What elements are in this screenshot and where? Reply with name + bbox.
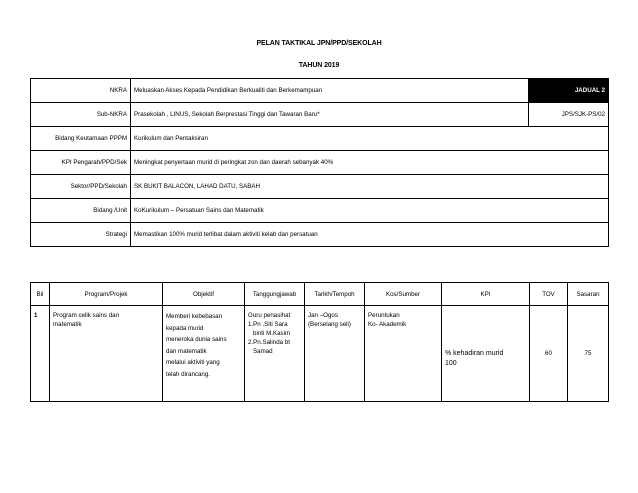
bidang-label: Bidang Keutamaan PPPM bbox=[31, 127, 131, 151]
kpi-label: KPI Pengarah/PPD/Sek bbox=[31, 151, 131, 175]
objektif-line: dan matematik bbox=[166, 347, 207, 355]
header-objektif: Objektif bbox=[163, 283, 245, 306]
cell-sasaran: 75 bbox=[568, 306, 609, 402]
info-row-bidang bbox=[31, 127, 609, 151]
header-program: Program/Projek bbox=[50, 283, 163, 306]
header-tov: TOV bbox=[530, 283, 568, 306]
cell-kos bbox=[365, 306, 442, 402]
kos-line: Ko- Akademik bbox=[368, 321, 407, 328]
tanggungjawab-line: binti M.Kasim bbox=[253, 330, 291, 337]
header-sasaran: Sasaran bbox=[568, 283, 609, 306]
unit-value: KoKurikulum – Persatuan Sains dan Matematik bbox=[131, 199, 609, 223]
tanggungjawab-line: 2.Pn.Salinda bt bbox=[248, 339, 290, 346]
strategi-label: Strategi bbox=[31, 223, 131, 247]
page-title: PELAN TAKTIKAL JPN/PPD/SEKOLAH bbox=[256, 40, 382, 47]
info-row-nkra bbox=[31, 79, 609, 103]
header-bil: Bil bbox=[31, 283, 50, 306]
tarikh-line: (Berselang seli) bbox=[308, 321, 351, 328]
unit-label: Bidang /Unit bbox=[31, 199, 131, 223]
cell-program bbox=[50, 306, 163, 402]
info-row-unit bbox=[31, 199, 609, 223]
kpi-line: % kehadiran murid bbox=[445, 349, 504, 357]
cell-objektif bbox=[163, 306, 245, 402]
plan-header-row bbox=[31, 283, 609, 306]
subnkra-value: Prasekolah , LINUS, Sekolah Berprestasi Tinggi dan Tawaran Baru* bbox=[131, 103, 529, 127]
nkra-value: Meluaskan Akses Kepada Pendidikan Berkualiti dan Berkemampuan bbox=[131, 79, 529, 103]
nkra-label: NKRA bbox=[31, 79, 131, 103]
cell-tarikh bbox=[305, 306, 365, 402]
info-row-strategi bbox=[31, 223, 609, 247]
tanggungjawab-line: Samad bbox=[253, 348, 273, 355]
objektif-line: kepada murid bbox=[166, 324, 204, 332]
strategi-value: Memastikan 100% murid terlibat dalam aktiviti kelab dan persatuan bbox=[131, 223, 609, 247]
tanggungjawab-line: 1.Pn .Siti Sara bbox=[248, 321, 288, 328]
header-kos: Kos/Sumber bbox=[365, 283, 442, 306]
subnkra-label: Sub-NKRA bbox=[31, 103, 131, 127]
objektif-line: telah dirancang. bbox=[166, 370, 211, 378]
tarikh-line: Jan –Ogos bbox=[308, 312, 338, 319]
objektif-line: Memberi kebebasan bbox=[166, 313, 223, 320]
header-kpi: KPI bbox=[442, 283, 530, 306]
kpi-line: 100 bbox=[445, 359, 457, 367]
sektor-value: SK BUKIT BALACON, LAHAD DATU, SABAH bbox=[131, 175, 609, 199]
subnkra-code: JPS/SJK-PS/02 bbox=[529, 103, 609, 127]
objektif-line: melalui aktiviti yang bbox=[166, 359, 220, 366]
cell-tanggungjawab bbox=[245, 306, 305, 402]
page-year: TAHUN 2019 bbox=[298, 62, 340, 69]
plan-table bbox=[30, 282, 609, 402]
cell-bil: 1 bbox=[31, 306, 50, 402]
program-line: matematik bbox=[53, 321, 82, 328]
bidang-value: Kurikulum dan Pentaksiran bbox=[131, 127, 609, 151]
objektif-line: meneroka dunia sains bbox=[166, 336, 227, 343]
info-row-sektor bbox=[31, 175, 609, 199]
program-line: Program celik sains dan bbox=[53, 312, 120, 319]
info-table bbox=[30, 78, 609, 247]
tanggungjawab-line: Guru penasihat bbox=[248, 312, 291, 319]
table-row bbox=[31, 306, 609, 402]
info-row-subnkra bbox=[31, 103, 609, 127]
cell-tov: 60 bbox=[530, 306, 568, 402]
kos-line: Peruntukan bbox=[368, 312, 400, 319]
kpi-value: Meningkat penyertaan murid di peringkat zon dan daerah sebanyak 40% bbox=[131, 151, 609, 175]
sektor-label: Sektor/PPD/Sekolah bbox=[31, 175, 131, 199]
header-tarikh: Tarikh/Tempoh bbox=[305, 283, 365, 306]
info-row-kpi bbox=[31, 151, 609, 175]
nkra-tag: JADUAL 2 bbox=[529, 79, 609, 103]
header-tanggungjawab: Tanggungjawab bbox=[245, 283, 305, 306]
cell-kpi bbox=[442, 306, 530, 402]
